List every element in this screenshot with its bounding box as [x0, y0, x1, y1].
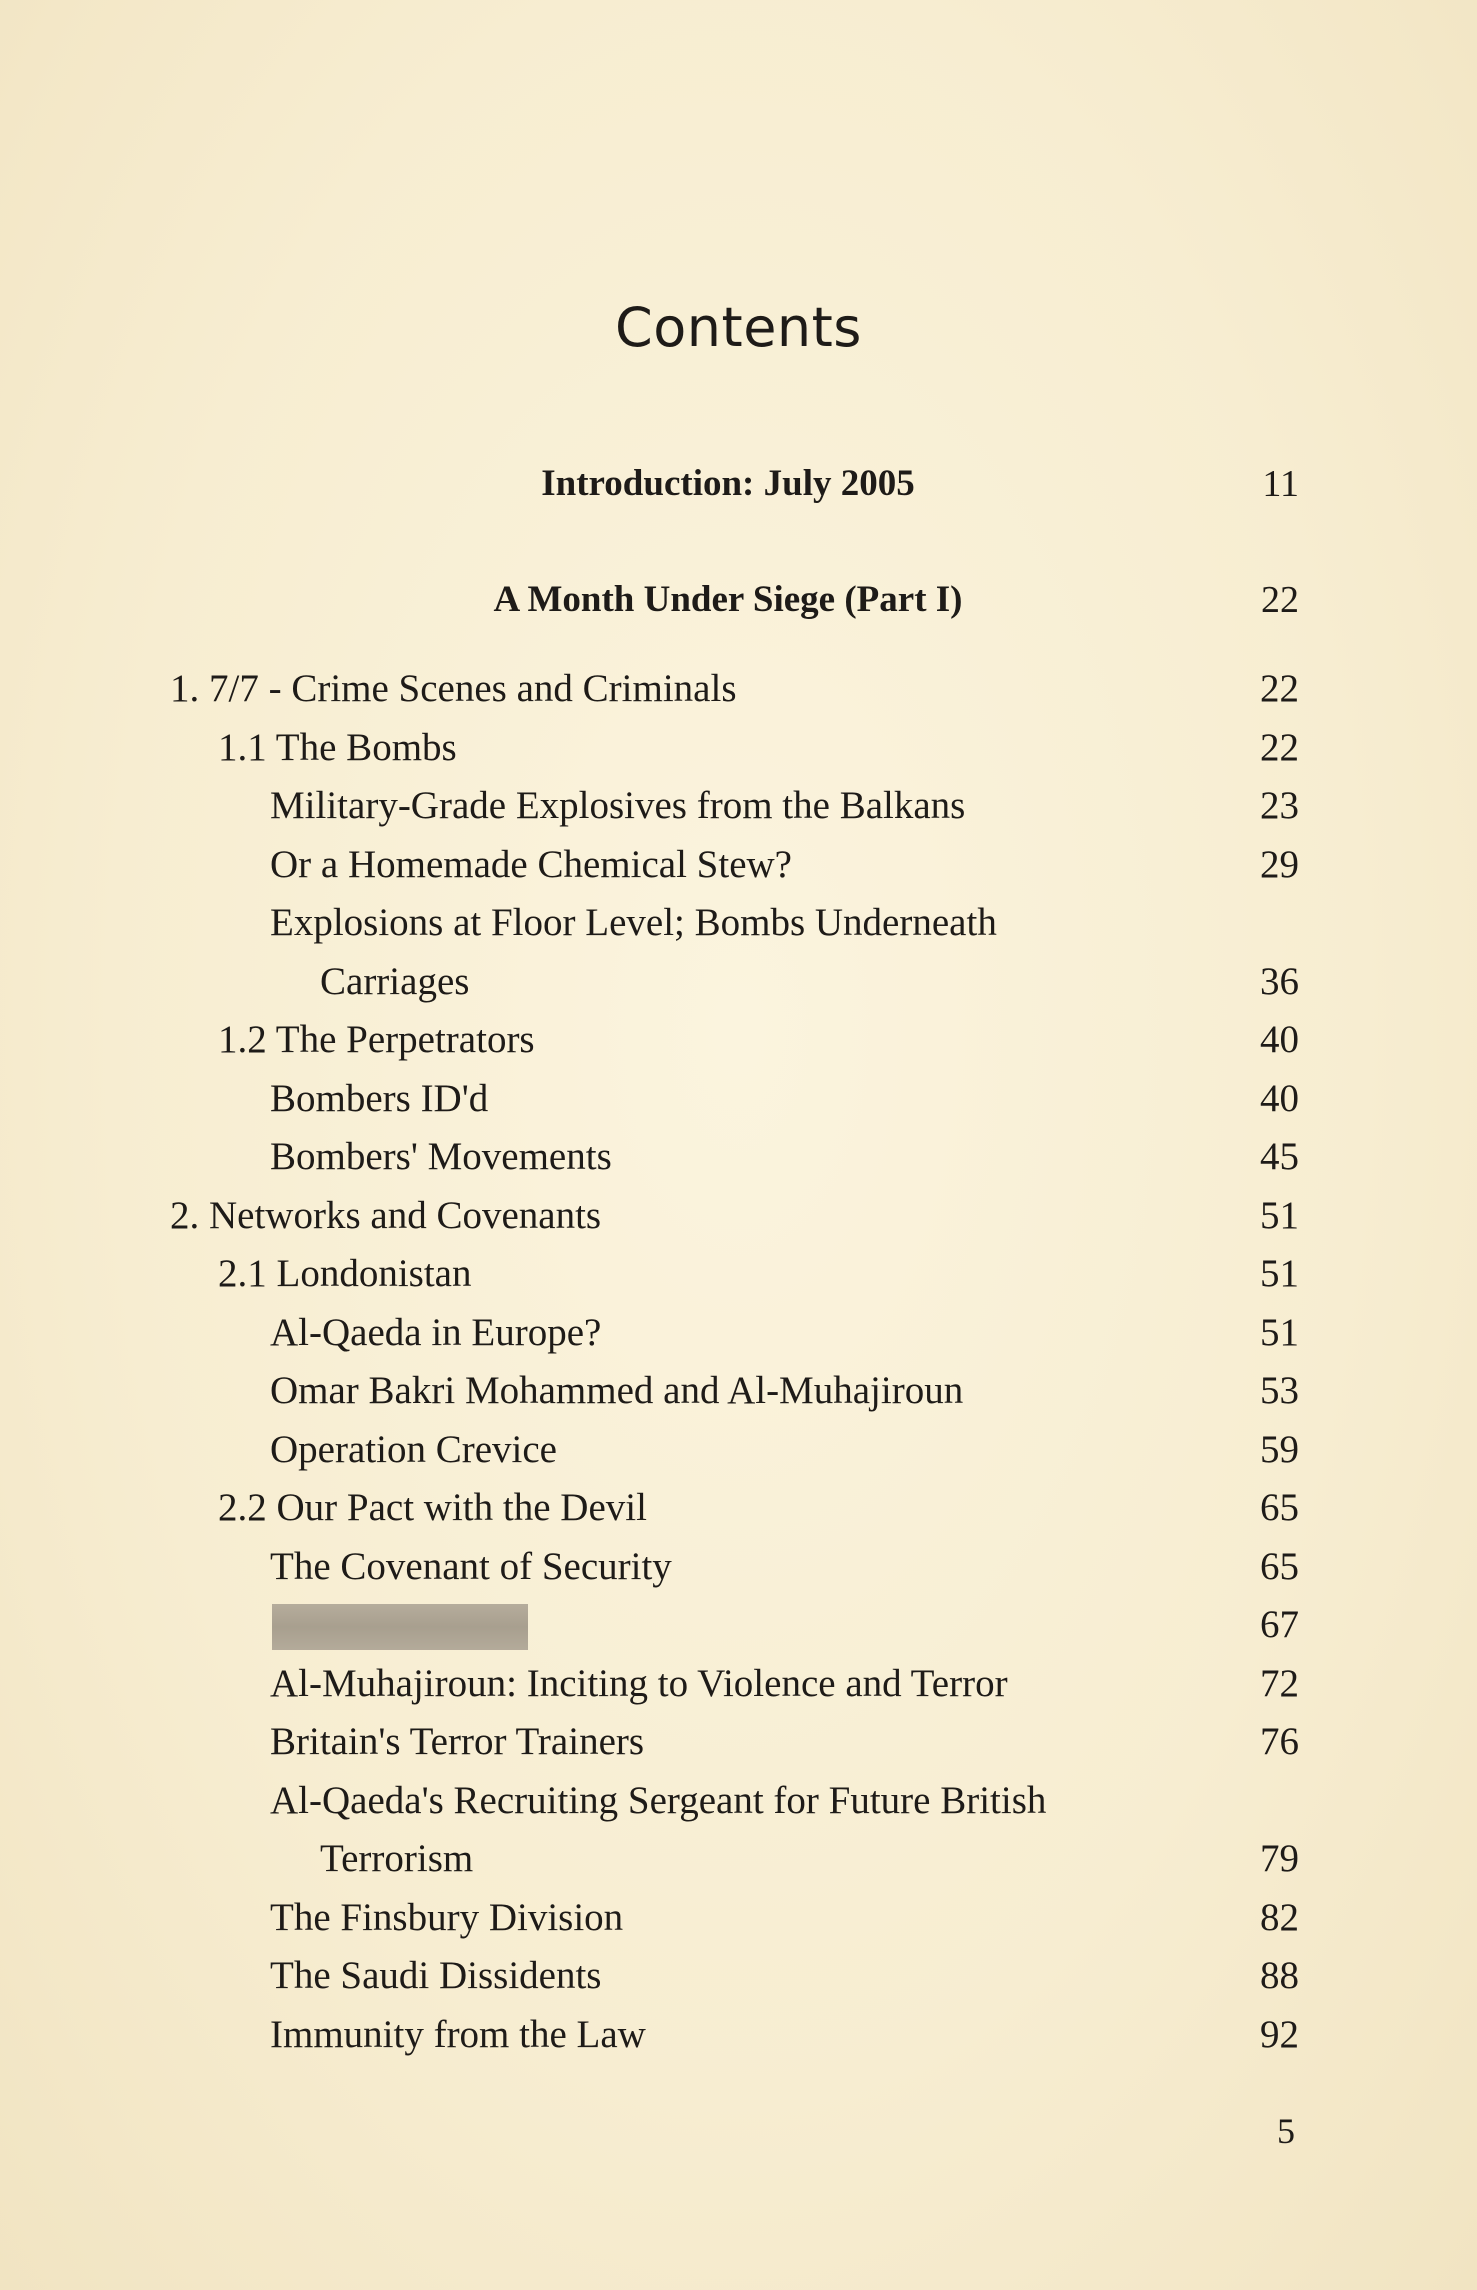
toc-entry-page: 65 [1260, 1544, 1299, 1588]
toc-entry-label: Terrorism [320, 1837, 474, 1880]
toc-entry [0, 1655, 1477, 1714]
toc-entry [0, 1070, 1477, 1129]
toc-entry-label: Britain's Terror Trainers [270, 1720, 645, 1763]
toc-heading-page: 11 [1262, 463, 1299, 505]
toc-entry [0, 2006, 1477, 2065]
toc-entry-page: 79 [1260, 1837, 1299, 1880]
toc-entry-label: The Covenant of Security [270, 1544, 672, 1588]
toc-heading-page: 22 [1261, 579, 1299, 621]
toc-entry [0, 1421, 1477, 1480]
toc-entry-page: 51 [1260, 1193, 1299, 1237]
toc-entry-label: Al-Qaeda in Europe? [270, 1310, 602, 1354]
toc-entry-page: 76 [1260, 1720, 1299, 1763]
toc-entry-page: 45 [1260, 1135, 1299, 1178]
redacted-title-block [272, 1604, 528, 1650]
toc-heading-introduction [0, 454, 1477, 514]
toc-entry-page: 40 [1260, 1018, 1299, 1061]
toc-entry-page: 92 [1260, 2012, 1299, 2056]
toc-heading-label: Introduction: July 2005 [541, 463, 915, 504]
toc-entry-label: 2. Networks and Covenants [170, 1193, 602, 1237]
toc-entry [0, 1772, 1477, 1831]
toc-entry [0, 1128, 1477, 1187]
toc-entry-page: 88 [1260, 1954, 1299, 1997]
toc-entry [0, 1947, 1477, 2006]
toc-entry-label: Omar Bakri Mohammed and Al-Muhajiroun [270, 1369, 964, 1412]
toc-entry-page: 82 [1260, 1895, 1299, 1939]
toc-entry-label: The Finsbury Division [270, 1895, 624, 1939]
toc-entry-label: 1. 7/7 - Crime Scenes and Criminals [170, 667, 737, 710]
toc-entry [0, 1830, 1477, 1889]
toc-entry-label: Al-Muhajiroun: Inciting to Violence and Terror [270, 1661, 1008, 1705]
toc-entry [0, 777, 1477, 836]
toc-entry [0, 719, 1477, 778]
toc-entry-label: Operation Crevice [270, 1427, 557, 1471]
toc-entry-page: 72 [1260, 1661, 1299, 1705]
table-of-contents [0, 660, 1477, 2064]
toc-entry-page: 40 [1260, 1076, 1299, 1120]
toc-entry-label: Bombers ID'd [270, 1076, 489, 1120]
toc-entry [0, 1596, 1477, 1655]
toc-entry-label: The Saudi Dissidents [270, 1954, 602, 1997]
toc-entry [0, 1187, 1477, 1246]
toc-entry-label: 1.1 The Bombs [218, 725, 457, 769]
toc-heading-label: A Month Under Siege (Part I) [493, 579, 963, 620]
toc-entry-label: Al-Qaeda's Recruiting Sergeant for Future British [270, 1778, 1047, 1822]
toc-entry-page: 22 [1260, 667, 1299, 710]
toc-entry-label: Bombers' Movements [270, 1135, 612, 1178]
toc-entry [0, 953, 1477, 1012]
toc-entry [0, 1245, 1477, 1304]
toc-entry [0, 1479, 1477, 1538]
toc-entry-page: 51 [1260, 1310, 1299, 1354]
toc-entry-label: Explosions at Floor Level; Bombs Underneath [270, 901, 997, 944]
toc-entry [0, 1538, 1477, 1597]
toc-entry-label: 2.2 Our Pact with the Devil [218, 1486, 647, 1529]
toc-entry [0, 1889, 1477, 1948]
toc-entry [0, 660, 1477, 719]
toc-entry-label: Or a Homemade Chemical Stew? [270, 842, 792, 886]
toc-entry-page: 65 [1260, 1486, 1299, 1529]
toc-entry-label: Immunity from the Law [270, 2012, 646, 2056]
toc-entry-page: 67 [1260, 1603, 1299, 1646]
toc-entry-page: 23 [1260, 784, 1299, 827]
page-number: 5 [1277, 2111, 1295, 2151]
toc-entry-page: 36 [1260, 959, 1299, 1003]
toc-entry-page: 51 [1260, 1252, 1299, 1295]
toc-heading-part-one [0, 570, 1477, 630]
toc-entry-page: 22 [1260, 725, 1299, 769]
toc-entry [0, 836, 1477, 895]
toc-entry-label: Military-Grade Explosives from the Balkans [270, 784, 966, 827]
toc-entry [0, 894, 1477, 953]
toc-entry-label: 2.1 Londonistan [218, 1252, 472, 1295]
toc-entry-page: 59 [1260, 1427, 1299, 1471]
page-title: Contents [615, 296, 862, 359]
toc-entry [0, 1362, 1477, 1421]
toc-entry-page: 53 [1260, 1369, 1299, 1412]
toc-entry [0, 1304, 1477, 1363]
toc-entry-label: 1.2 The Perpetrators [218, 1018, 535, 1061]
toc-entry-page: 29 [1260, 842, 1299, 886]
toc-entry [0, 1011, 1477, 1070]
toc-entry-label: Carriages [320, 959, 470, 1003]
toc-entry [0, 1713, 1477, 1772]
